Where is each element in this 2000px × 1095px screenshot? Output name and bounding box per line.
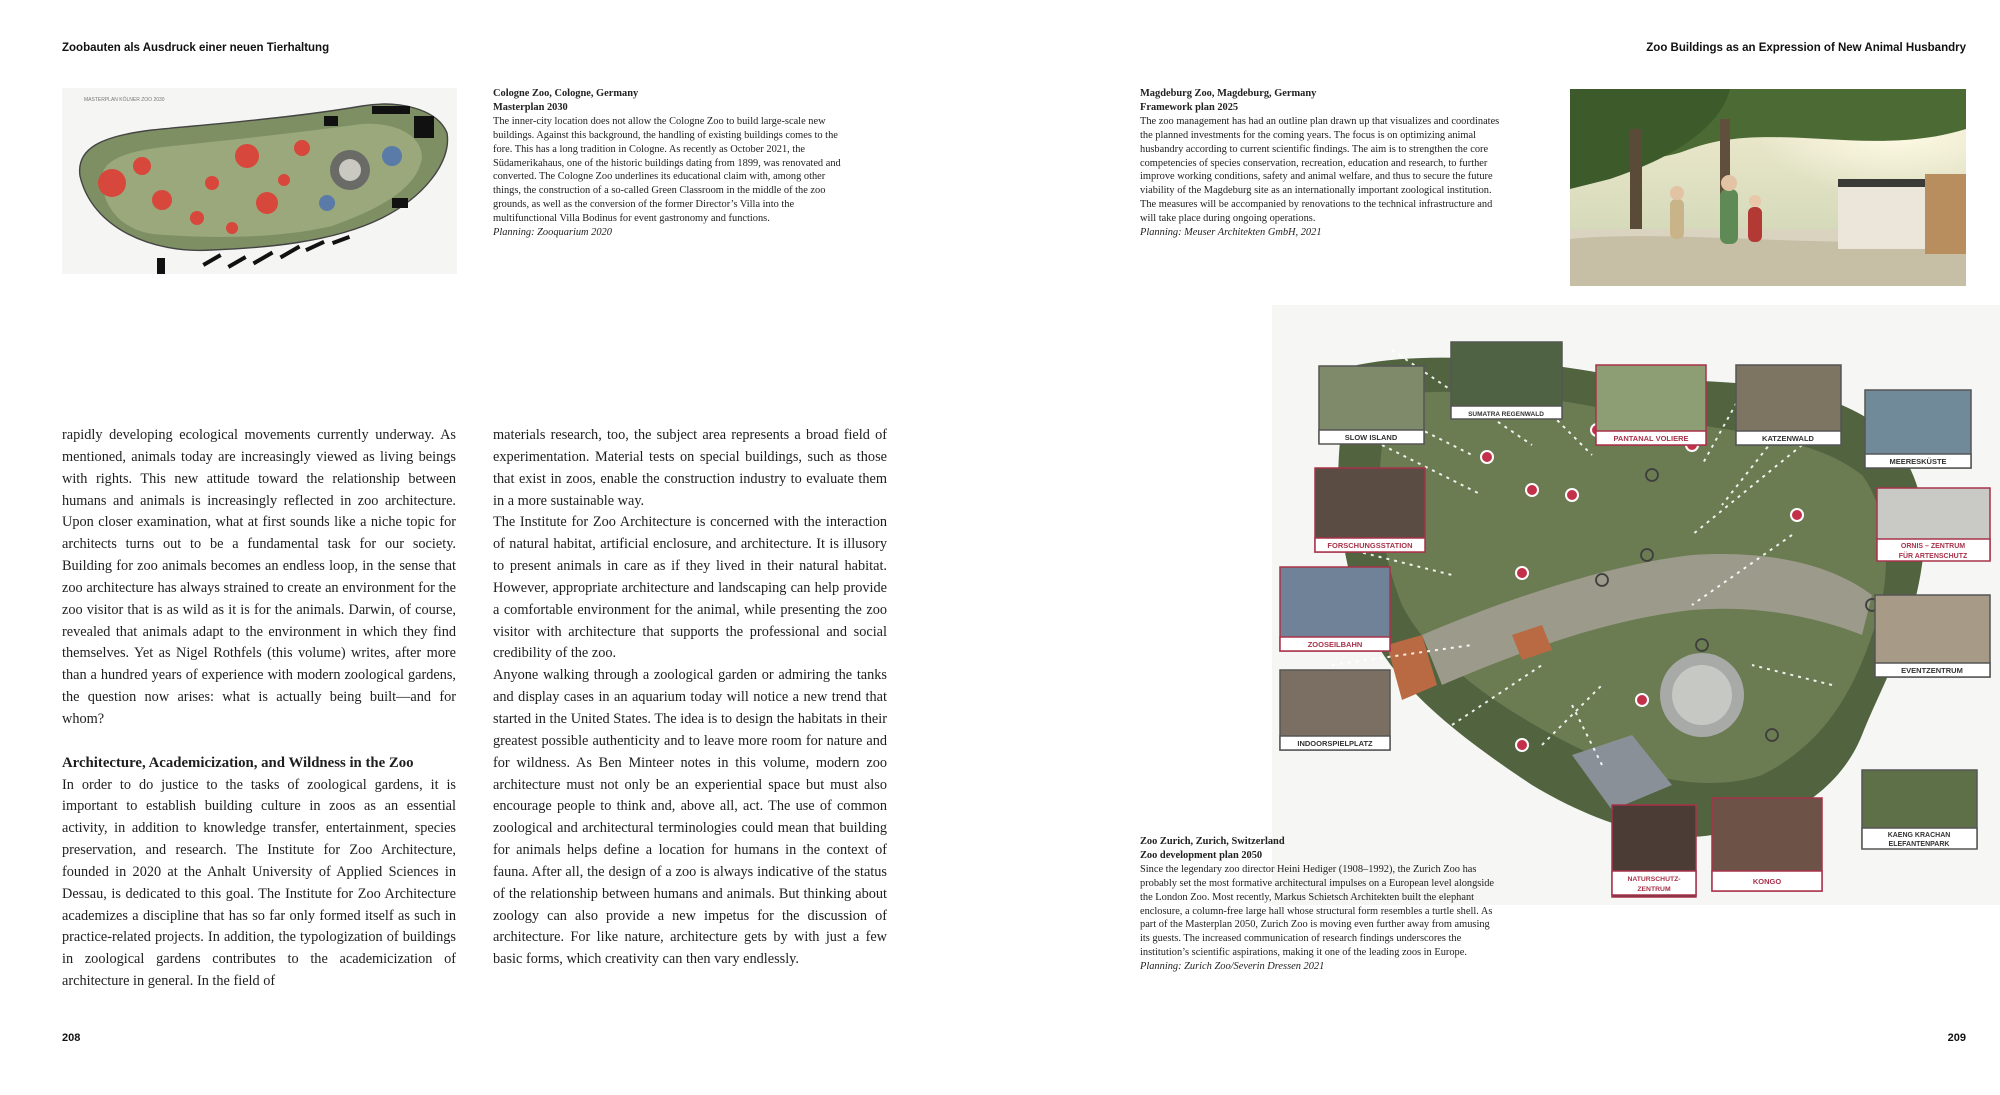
zurich-thumb-kongo: [1712, 798, 1822, 891]
label-zooseilbahn: ZOOSEILBAHN: [1307, 640, 1363, 649]
zurich-thumb-slow-island: [1319, 366, 1424, 444]
running-head-left: Zoobauten als Ausdruck einer neuen Tierhaltung: [62, 42, 330, 54]
zurich-thumb-eventzentrum: [1875, 595, 1990, 677]
label-sumatra: SUMATRA REGENWALD: [1468, 411, 1544, 418]
label-forschung: FORSCHUNGSSTATION: [1327, 541, 1413, 550]
cologne-masterplan-image: [62, 88, 457, 274]
body-paragraph: materials research, too, the subject area represents a broad field of experimentation. Material tests on special buildings, such as those that exist in zoos, enable the construction industry to evaluate them in a more sustainable way.: [493, 427, 887, 509]
page-number-left: 208: [62, 1032, 81, 1044]
zurich-thumb-ornis: [1877, 488, 1990, 561]
label-indoor: INDOORSPIELPLATZ: [1297, 739, 1373, 748]
running-head-right: Zoo Buildings as an Expression of New Animal Husbandry: [1646, 42, 1966, 54]
label-ornis-2: FÜR ARTENSCHUTZ: [1898, 553, 1968, 560]
label-ornis-1: ORNIS – ZENTRUM: [1900, 543, 1966, 550]
body-paragraph: Anyone walking through a zoological garden or admiring the tanks and display cases in an aquarium today will notice a new trend that started in the United States. The idea is to design the habitats in their greatest possible authenticity and to leave more room for nature and for wildness. As Ben Minteer notes in this volume, modern zoo architecture must not only be an experiential space but must also encourage people to think and, above all, act. The use of common zoological and architectural terminologies could mean that building for animals helps define a location for humans in the context of fauna. After all, the design of a zoo is always indicative of the status of the relationship between humans and animals. But thinking about zoology can also provide a new impetus for the discussion of architecture. For like nature, architecture gets by with just a few basic forms, which creativity can then vary endlessly.: [493, 667, 887, 968]
label-natur-1: NATURSCHUTZ-: [1627, 876, 1681, 883]
label-pantanal: PANTANAL VOLIERE: [1613, 434, 1689, 443]
zurich-caption-body: Since the legendary zoo director Heini Hediger (1908–1992), the Zurich Zoo has probably set the most formative architectural impulses on a European level alongside the London Zoo. Most recently, Markus Schietsch Architekten built the elephant enclosure, a column-free large hall whose structural form resembles a turtle shell. As part of the Masterplan 2050, Zurich Zoo is moving even further away from amusing its guests. The increased communication of research findings underscores the institution’s scientific aspirations, making it one of the leading zoos in Europe.: [1140, 863, 1495, 959]
magdeburg-visualization-image: [1570, 89, 1966, 286]
cologne-caption-credit: Planning: Zooquarium 2020: [493, 227, 612, 239]
body-paragraph: In order to do justice to the tasks of zoological gardens, it is important to establish building culture in zoos as an essential activity, in addition to knowledge transfer, entertainment, species preservation, and research. The Institute for Zoo Architecture, founded in 2020 at the Anhalt University of Applied Sciences in Dessau, is dedicated to this goal. The Institute for Zoo Architecture academizes a discipline that has so far only formed itself as such in practice-related projects. In addition, the typologization of buildings in zoological gardens contributes to the academicization of architecture in general. In the field of: [62, 776, 456, 990]
page-number-right: 209: [1947, 1032, 1966, 1044]
zurich-caption: [1140, 835, 1500, 974]
cologne-caption-title: Cologne Zoo, Cologne, Germany: [493, 88, 639, 99]
section-heading: Architecture, Academicization, and Wildness in the Zoo: [62, 754, 414, 771]
body-paragraph: The Institute for Zoo Architecture is concerned with the interaction of natural habitat, artificial enclosure, and architecture. It is illusory to present animals in care as if they lived in their natural habitat. However, appropriate architecture and landscaping can help provide a comfortable environment for the animal, while presenting the zoo visitor with architecture that supports the professional and social credibility of the zoo.: [493, 514, 887, 662]
zurich-thumb-pantanal: [1596, 365, 1706, 445]
label-slow-island: SLOW ISLAND: [1344, 433, 1398, 442]
label-meereskueste: MEERESKÜSTE: [1889, 457, 1947, 466]
zurich-thumb-kaeng-krachan: [1862, 770, 1977, 849]
zurich-thumb-katzenwald: [1736, 365, 1841, 445]
body-column-2: [493, 425, 887, 971]
label-kaeng-1: KAENG KRACHAN: [1887, 832, 1951, 839]
zurich-development-plan-image: [1272, 305, 2000, 905]
cologne-map-label: MASTERPLAN KÖLNER ZOO 2030: [84, 97, 165, 103]
magdeburg-caption: [1140, 87, 1502, 240]
label-eventzentrum: EVENTZENTRUM: [1901, 666, 1963, 675]
zurich-thumb-naturschutzzentrum: [1612, 805, 1696, 897]
magdeburg-caption-body: The zoo management has had an outline plan drawn up that visualizes and coordinates the planned investments for the coming years. The focus is on optimizing animal husbandry according to current scientific findings. The aim is to strengthen the core competencies of species conservation, recreation, education and research, to further improve working conditions, safety and animal welfare, and thus to secure the future viability of the Magdeburg site as an internationally important zoological institution. The measures will be accompanied by renovations to the technical infrastructure and will take place during ongoing operations.: [1140, 115, 1500, 225]
label-kongo: KONGO: [1752, 877, 1782, 886]
cologne-caption-body: The inner-city location does not allow the Cologne Zoo to build large-scale new buildings. Against this background, the handling of existing buildings comes to the fore. This has a long tradition in Cologne. As recently as October 2021, the Südamerikahaus, one of the historic buildings dating from 1899, was renovated and converted. The Cologne Zoo underlines its educational claim with, among other things, the construction of a so-called Green Classroom in the middle of the zoo grounds, as well as the conversion of the former Director’s Villa into the multifunctional Villa Bodinus for event gastronomy and functions.: [493, 115, 841, 225]
magdeburg-caption-credit: Planning: Meuser Architekten GmbH, 2021: [1140, 227, 1322, 239]
label-natur-2: ZENTRUM: [1637, 886, 1671, 893]
body-paragraph: rapidly developing ecological movements currently underway. As mentioned, animals today are increasingly viewed as living beings with rights. This new attitude toward the relationship between humans and animals is increasingly reflected in zoo architecture. Upon closer examination, what at first sounds like a niche topic for architects turns out to be a fundamental task for our society. Building for zoo animals becomes an endless loop, in the sense that zoo architecture has always strained to create an environment for the zoo visitor that is as wild as it is for the animals. Darwin, of course, revealed that animals adapt to the environment in which they find themselves. Yet as Nigel Rothfels (this volume) writes, after more than a hundred years of experience with modern zoological gardens, the question now arises: what is actually being built—and for whom?: [62, 427, 456, 727]
zurich-thumb-indoorspielplatz: [1280, 670, 1390, 750]
label-kaeng-2: ELEFANTENPARK: [1888, 841, 1950, 848]
magdeburg-caption-title: Magdeburg Zoo, Magdeburg, Germany: [1140, 88, 1317, 99]
zurich-thumb-meereskueste: [1865, 390, 1971, 468]
zurich-thumb-forschungsstation: [1315, 468, 1425, 552]
zurich-caption-credit: Planning: Zurich Zoo/Severin Dressen 2021: [1140, 961, 1325, 973]
zurich-thumb-sumatra: [1451, 342, 1562, 419]
magdeburg-caption-subtitle: Framework plan 2025: [1140, 101, 1239, 113]
label-katzenwald: KATZENWALD: [1762, 434, 1814, 443]
cologne-caption-subtitle: Masterplan 2030: [493, 101, 568, 113]
cologne-caption: [493, 87, 841, 240]
body-column-1: [62, 425, 456, 993]
zurich-thumb-zooseilbahn: [1280, 567, 1390, 651]
zurich-caption-subtitle: Zoo development plan 2050: [1140, 849, 1263, 861]
zurich-caption-title: Zoo Zurich, Zurich, Switzerland: [1140, 836, 1285, 847]
